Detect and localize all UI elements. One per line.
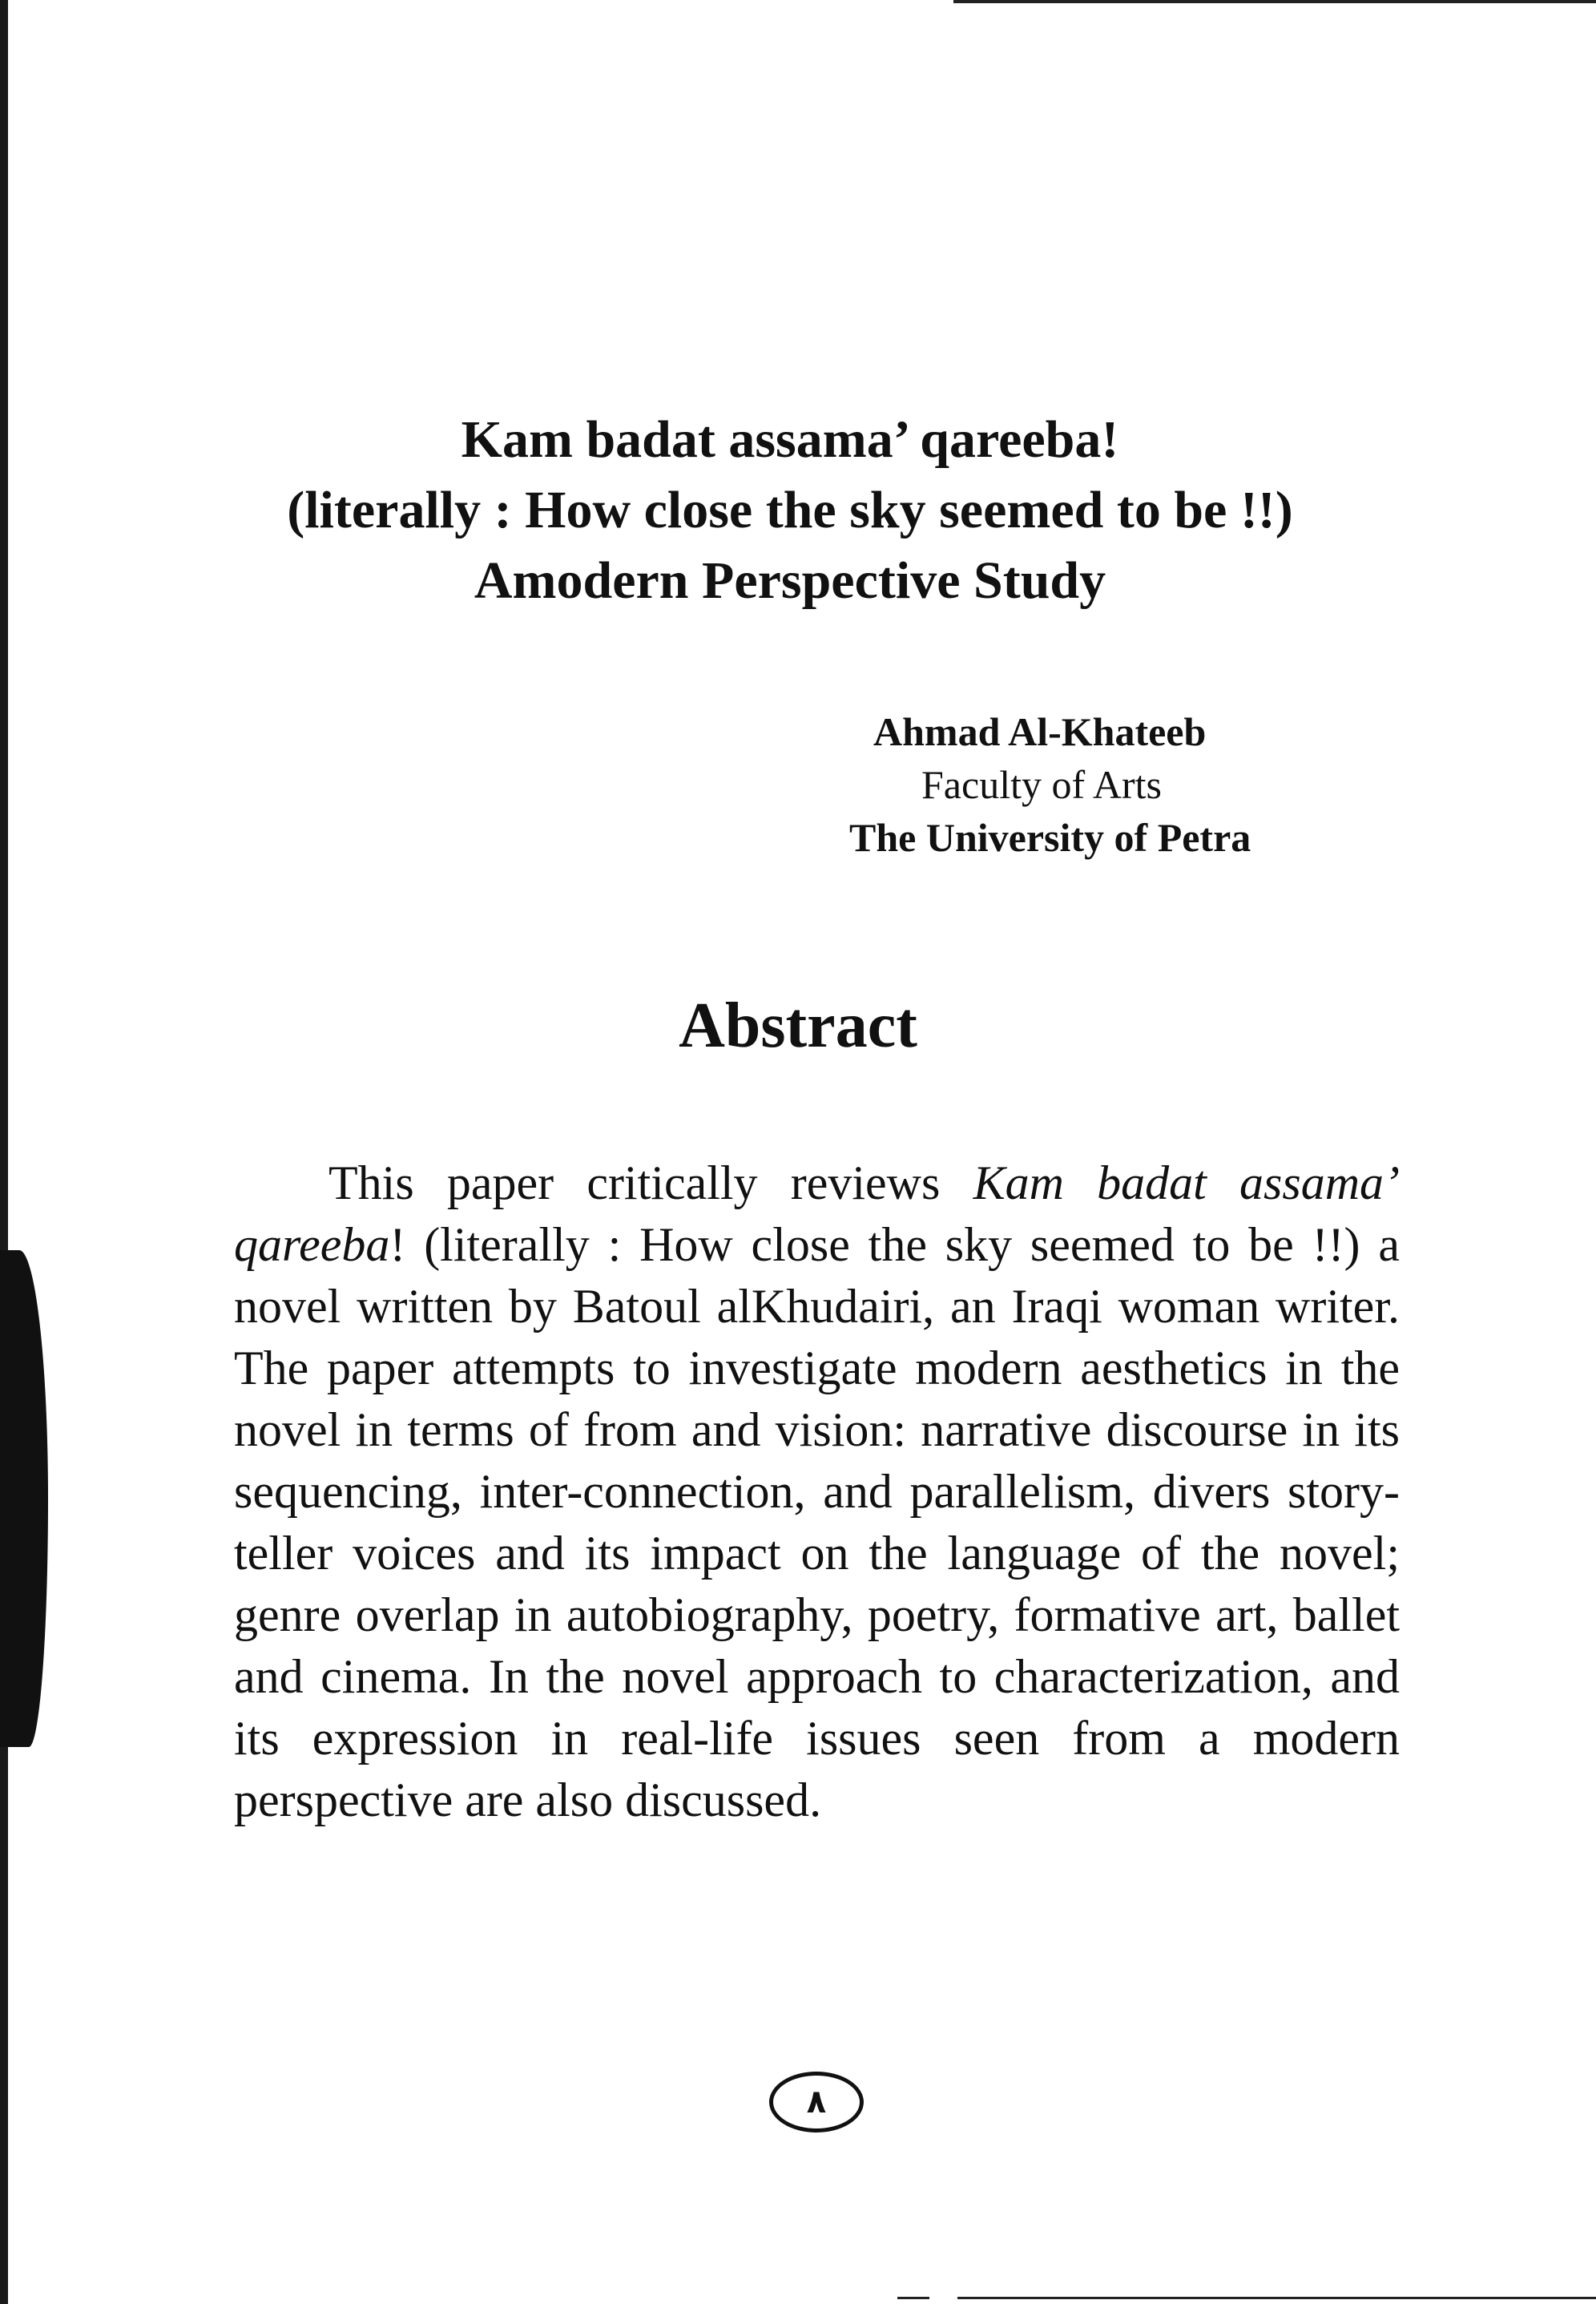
author-faculty: Faculty of Arts [921, 762, 1162, 807]
title-line-3: Amodern Perspective Study [474, 551, 1106, 610]
abstract-heading: Abstract [679, 991, 917, 1061]
scan-bottom-rule [957, 2297, 1596, 2299]
scan-top-rule [953, 0, 1596, 3]
scan-torn-edge [0, 1250, 48, 1747]
page-number: ٨ [769, 2072, 864, 2133]
novel-title: Kam badat assama’ qareeba [234, 1156, 1401, 1271]
title-line-2: (literally : How close the sky seemed to be !!) [287, 481, 1293, 539]
author-university: The University of Petra [849, 815, 1251, 860]
abstract-body [234, 1152, 1400, 1831]
paper-title [0, 405, 1596, 616]
abstract-text: ! (literally : How close the sky seemed to be !!) a novel written by Batoul alKhudairi, an Iraqi woman writer. The paper attempts to investigate modern aesthetics in the novel in terms of from and vision: narrative discourse in its sequencing, inter-connection, and parallelism, divers story-teller voices and its impact on the language of the novel; genre overlap in autobiography, poetry, formative art, ballet and cinema. In the novel approach to characterization, and its expression in real-life issues seen from a modern perspective are also discussed. [234, 1218, 1400, 1826]
scan-bottom-rule-short [897, 2297, 929, 2299]
abstract-intro: This paper critically reviews [328, 1156, 973, 1209]
scan-left-edge [0, 0, 8, 2304]
title-line-1: Kam badat assama’ qareeba! [461, 410, 1119, 469]
author-name: Ahmad Al-Khateeb [873, 709, 1207, 754]
